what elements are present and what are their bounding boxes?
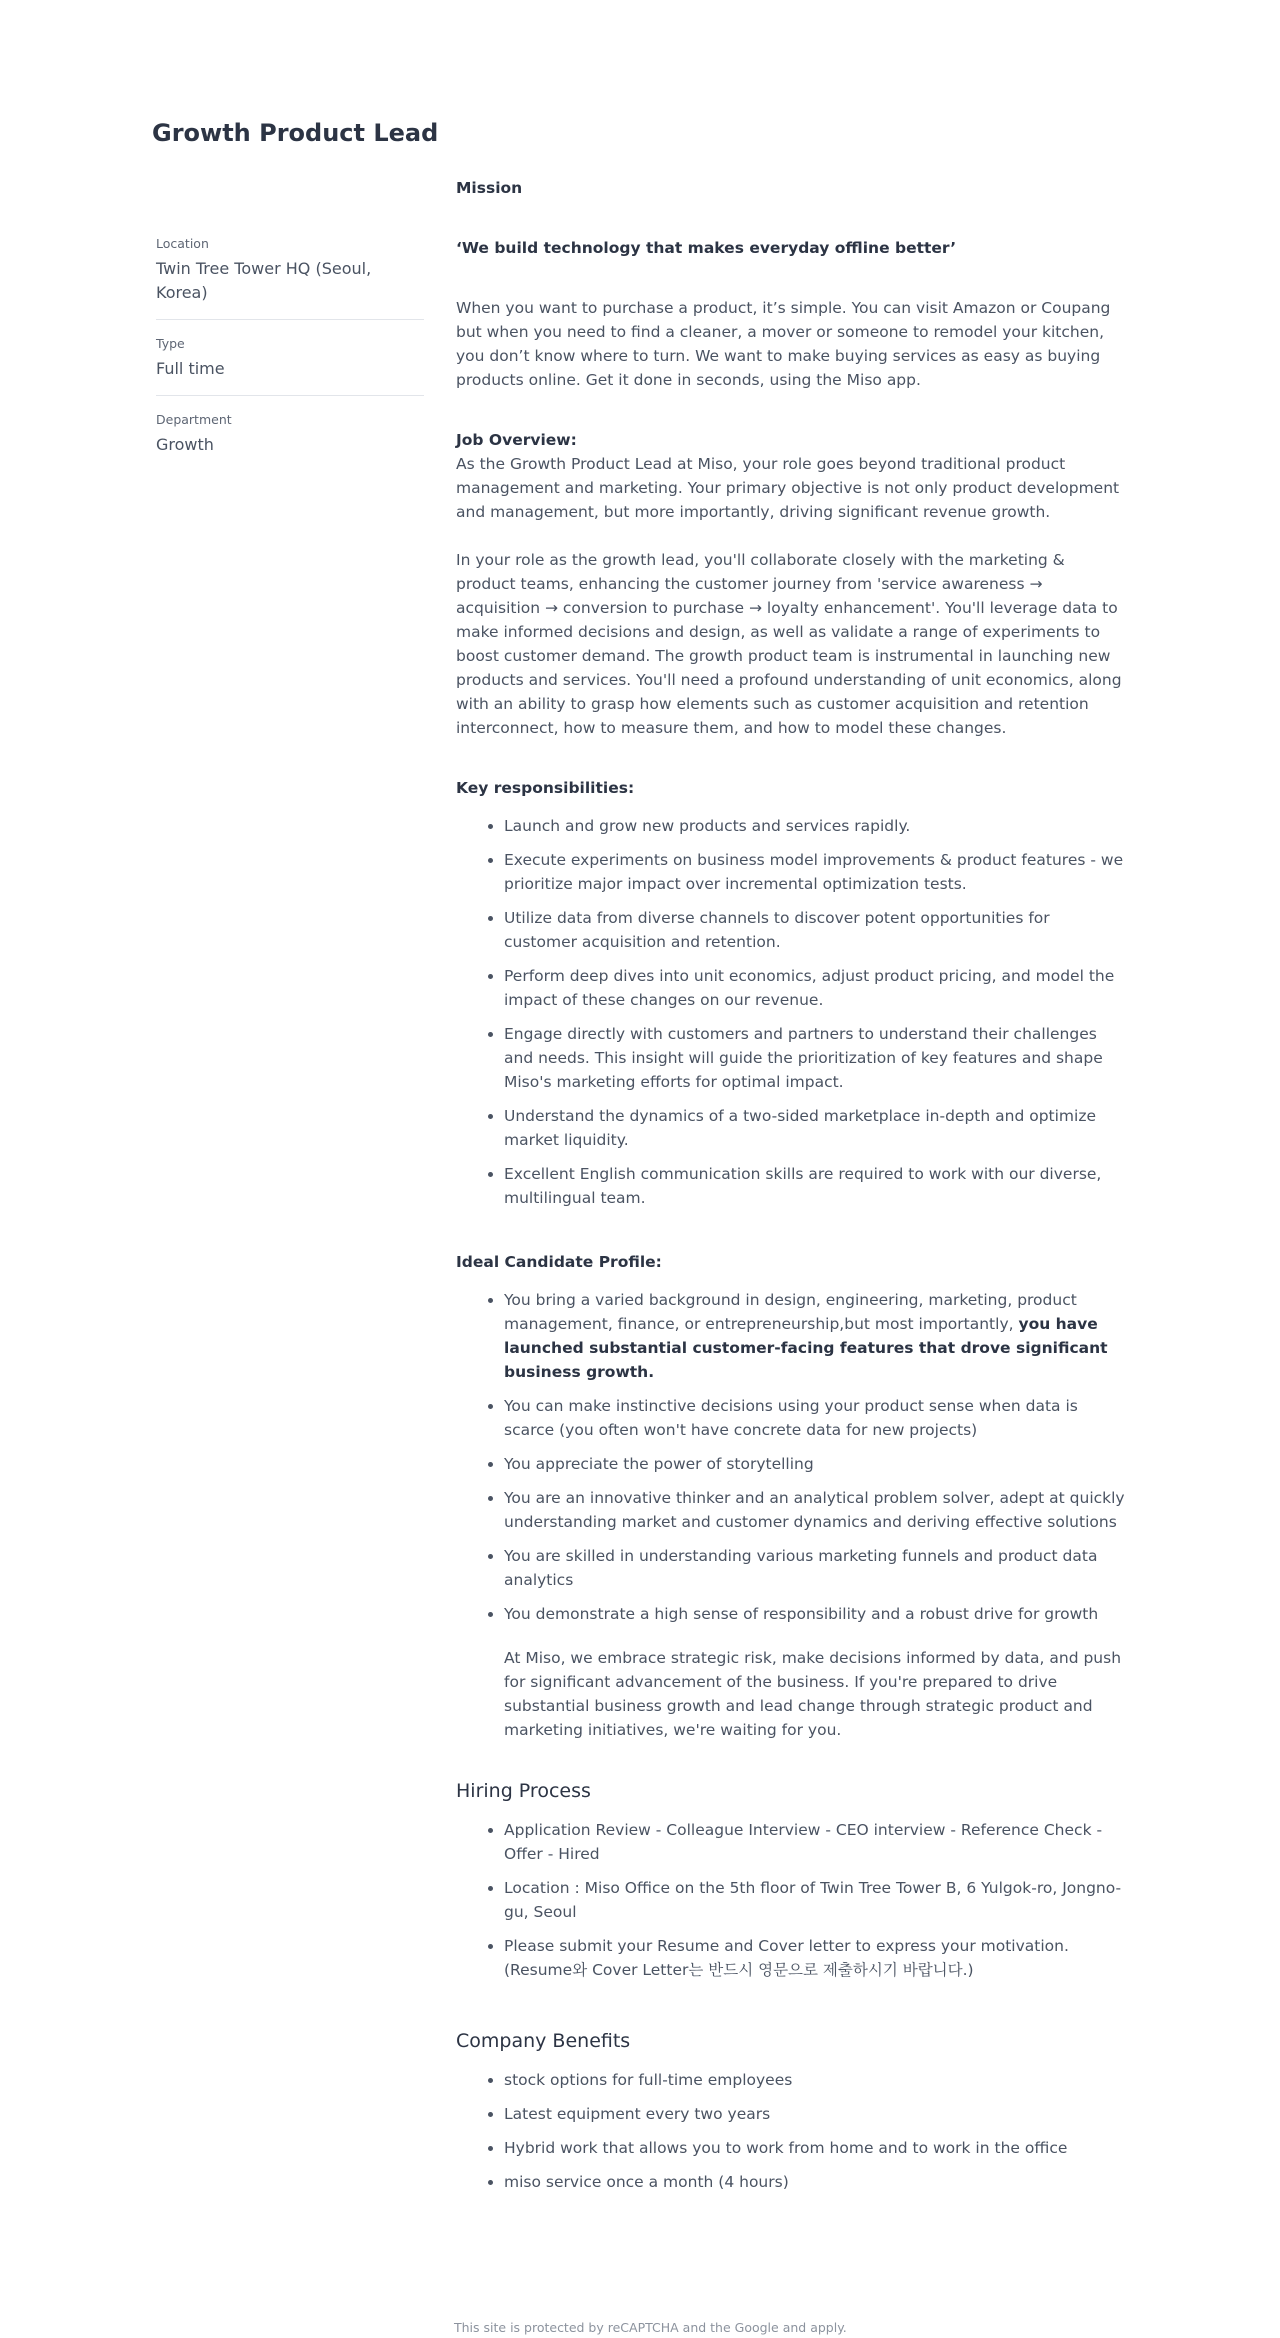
job-description (456, 176, 1126, 2204)
list-item: • Hybrid work that allows you to work from home and to work in the office (504, 2136, 1126, 2160)
page-title: Growth Product Lead (152, 119, 439, 147)
closing-paragraph: At Miso, we embrace strategic risk, make decisions informed by data, and push for significant advancement of the business. If you're prepared to drive substantial business growth and lead change through strategic product and marketing initiatives, we're waiting for you. (504, 1649, 1122, 1739)
company-benefits-heading: Company Benefits (456, 2030, 631, 2052)
list-item: • You are an innovative thinker and an analytical problem solver, adept at quickly understanding market and customer dynamics and deriving effective solutions (504, 1486, 1126, 1534)
candidate-profile-heading: Ideal Candidate Profile: (456, 1253, 662, 1271)
type-label: Type (156, 336, 185, 351)
list-item: • Utilize data from diverse channels to discover potent opportunities for customer acquisition and retention. (504, 906, 1126, 954)
job-overview-paragraph: In your role as the growth lead, you'll collaborate closely with the marketing & product teams, enhancing the customer journey from 'service awareness → acquisition → conversion to purchase → loyalty enhancement'. You'll leverage data to make informed decisions and design, as well as validate a range of experiments to boost customer demand. The growth product team is instrumental in launching new products and services. You'll need a profound understanding of unit economics, along with an ability to grasp how elements such as customer acquisition and retention interconnect, how to measure them, and how to model these changes. (456, 551, 1122, 737)
list-item: • Perform deep dives into unit economics, adjust product pricing, and model the impact of these changes on our revenue. (504, 964, 1126, 1012)
list-item: • You are skilled in understanding various marketing funnels and product data analytics (504, 1544, 1126, 1592)
responsibilities-heading: Key responsibilities: (456, 779, 635, 797)
list-item: • Location : Miso Office on the 5th floor of Twin Tree Tower B, 6 Yulgok-ro, Jongno-gu, Seoul (504, 1876, 1126, 1924)
job-details-sidebar (156, 236, 424, 487)
hiring-process-heading: Hiring Process (456, 1780, 591, 1802)
list-item-text: You bring a varied background in design, engineering, marketing, product management, finance, or entrepreneurship,but most importantly, (504, 1291, 1077, 1333)
company-benefits-list (456, 2068, 1126, 2194)
list-item: • Launch and grow new products and services rapidly. (504, 814, 1126, 838)
list-item: • You appreciate the power of storytelling (504, 1452, 1126, 1476)
type-detail (156, 336, 424, 396)
list-item: • Latest equipment every two years (504, 2102, 1126, 2126)
list-item: • Please submit your Resume and Cover letter to express your motivation. (Resume와 Cover Letter는 반드시 영문으로 제출하시기 바랍니다.) (504, 1934, 1126, 1982)
list-item: • You can make instinctive decisions using your product sense when data is scarce (you often won't have concrete data for new projects) (504, 1394, 1126, 1442)
list-item-emphasis: you have launched substantial customer-facing features that drove significant business growth. (504, 1315, 1108, 1381)
mission-paragraph: When you want to purchase a product, it’s simple. You can visit Amazon or Coupang but when you need to find a cleaner, a mover or someone to remodel your kitchen, you don’t know where to turn. We want to make buying services as easy as buying products online. Get it done in seconds, using the Miso app. (456, 299, 1111, 389)
list-item: • Execute experiments on business model improvements & product features - we prioritize major impact over incremental optimization tests. (504, 848, 1126, 896)
list-item: • Understand the dynamics of a two-sided marketplace in-depth and optimize market liquidity. (504, 1104, 1126, 1152)
candidate-profile-list (456, 1288, 1126, 1626)
list-item: • You demonstrate a high sense of responsibility and a robust drive for growth (504, 1602, 1126, 1626)
department-detail (156, 412, 424, 471)
list-item: • Application Review - Colleague Interview - CEO interview - Reference Check - Offer - Hired (504, 1818, 1126, 1866)
hiring-process-list (456, 1818, 1126, 1982)
list-item (504, 1288, 1126, 1384)
job-overview-paragraph: As the Growth Product Lead at Miso, your role goes beyond traditional product management and marketing. Your primary objective is not only product development and management, but more importantly, driving significant revenue growth. (456, 455, 1120, 521)
job-overview-heading: Job Overview: (456, 431, 577, 449)
department-label: Department (156, 412, 232, 427)
recaptcha-notice: This site is protected by reCAPTCHA and the Google and apply. (454, 2320, 847, 2335)
department-value: Growth (156, 435, 214, 454)
list-item: • miso service once a month (4 hours) (504, 2170, 1126, 2194)
list-item: • Engage directly with customers and partners to understand their challenges and needs. This insight will guide the prioritization of key features and shape Miso's marketing efforts for optimal impact. (504, 1022, 1126, 1094)
list-item: • stock options for full-time employees (504, 2068, 1126, 2092)
type-value: Full time (156, 359, 225, 378)
responsibilities-list (456, 814, 1126, 1210)
location-value: Twin Tree Tower HQ (Seoul, Korea) (156, 259, 372, 302)
list-item: • Excellent English communication skills are required to work with our diverse, multilingual team. (504, 1162, 1126, 1210)
location-detail (156, 236, 424, 320)
mission-quote: ‘We build technology that makes everyday offline better’ (456, 239, 957, 257)
mission-heading: Mission (456, 179, 523, 197)
location-label: Location (156, 236, 209, 251)
